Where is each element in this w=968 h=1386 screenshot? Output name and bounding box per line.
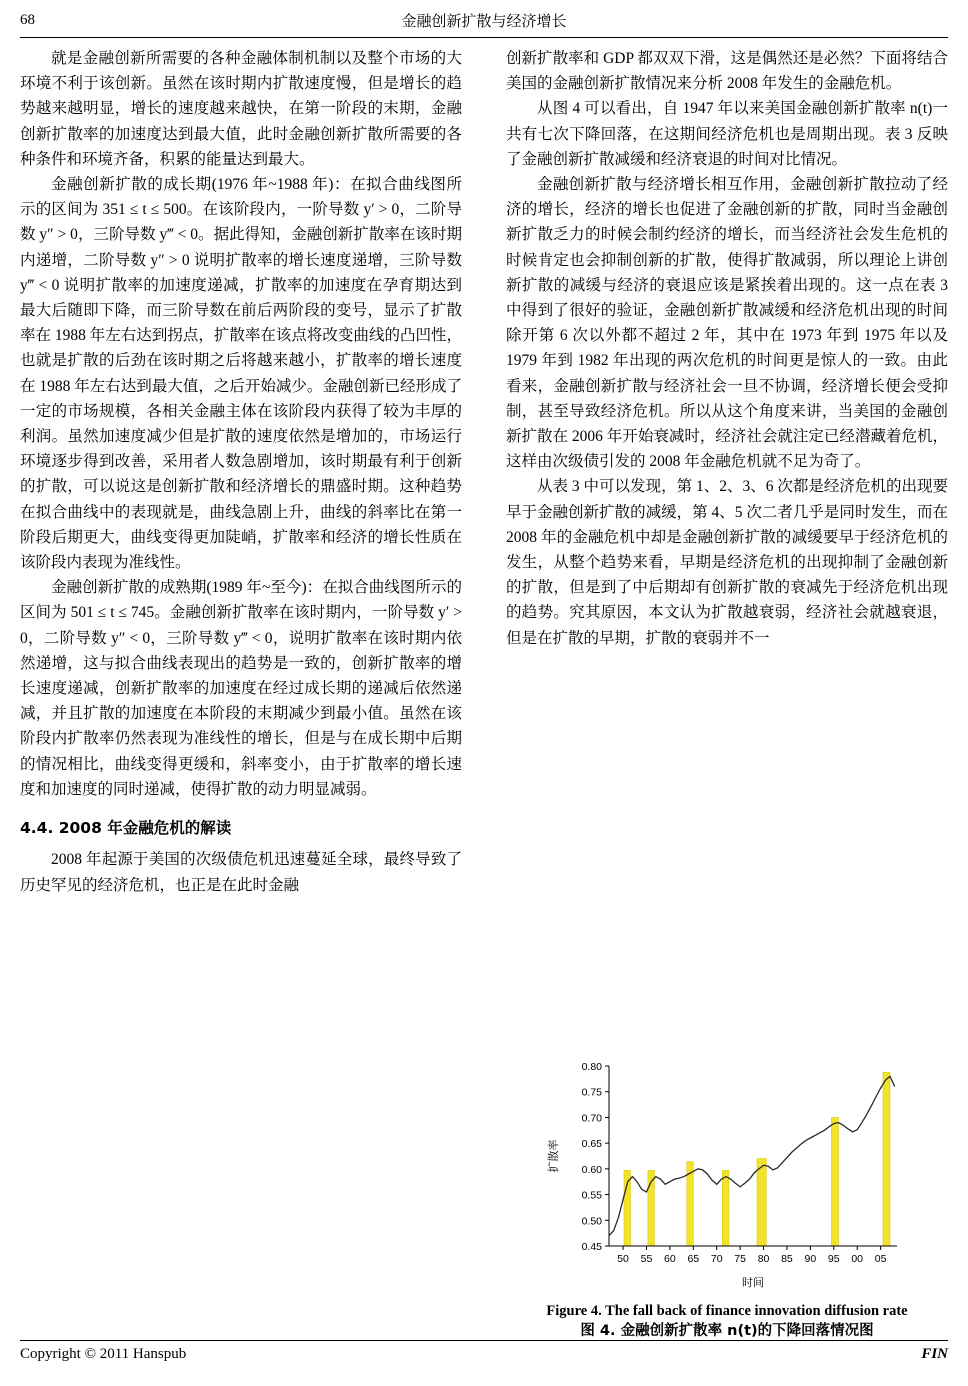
y-tick-label: 0.50 [581, 1215, 602, 1228]
x-tick-label: 85 [781, 1253, 793, 1265]
footer-divider [20, 1340, 948, 1341]
page-footer [20, 1346, 948, 1370]
figure-4 [506, 1052, 948, 1341]
paragraph: 从图 4 可以看出，自 1947 年以来美国金融创新扩散率 n(t)一共有七次下降回落，在这期间经济危机也是周期出现。表 3 反映了金融创新扩散减缓和经济衰退的时间对比情况。 [506, 100, 948, 168]
page-header [20, 10, 948, 36]
paragraph: 就是金融创新所需要的各种金融体制机制以及整个市场的大环境不利于该创新。虽然在该时期内扩散速度慢，但是增长的趋势越来越明显，增长的速度越来越快，在第一阶段的末期，金融创新扩散率的加速度达到最大值，此时金融创新扩散所需要的各种条件和环境齐备，积累的能量达到最大。 [20, 50, 462, 168]
right-column [506, 46, 948, 651]
journal-abbrev: FIN [921, 1346, 948, 1362]
copyright-text: Copyright © 2011 Hanspub [20, 1346, 187, 1362]
figure-caption-chinese: 图 4. 金融创新扩散率 n(t)的下降回落情况图 [580, 1323, 874, 1339]
x-tick-label: 05 [874, 1253, 887, 1265]
figure-caption-english: Figure 4. The fall back of finance innovation diffusion rate [546, 1303, 908, 1319]
y-tick-label: 0.55 [581, 1189, 602, 1202]
highlight-bar [831, 1117, 838, 1246]
x-tick-label: 00 [851, 1253, 864, 1265]
header-divider [20, 37, 948, 38]
x-tick-label: 80 [757, 1253, 770, 1265]
y-tick-label: 0.65 [581, 1138, 602, 1151]
y-tick-label: 0.70 [581, 1112, 602, 1125]
paragraph: 创新扩散率和 GDP 都双双下滑，这是偶然还是必然？下面将结合美国的金融创新扩散情况来分析 2008 年发生的金融危机。 [506, 50, 948, 93]
y-tick-label: 0.45 [581, 1241, 602, 1253]
page-number: 68 [20, 12, 35, 28]
section-heading: 4.4. 2008 年金融危机的解读 [20, 819, 232, 838]
diffusion-rate-line-chart [543, 1052, 911, 1292]
y-tick-label: 0.80 [581, 1061, 602, 1073]
x-tick-label: 65 [687, 1253, 700, 1265]
paragraph: 金融创新扩散的成熟期(1989 年~至今)：在拟合曲线图所示的区间为 501 ≤ t ≤ 745。金融创新扩散率在该时期内，一阶导数 y′ > 0，二阶导数 y″ < 0，三阶导数 y‴ < 0，说明扩散率在该时期内依然递增，这与拟合曲线表现出的趋势是一致的，创新扩散率的增长速度递减，创新扩散率的加速度在经过成长期的递减后依然递减，并且扩散的加速度在本阶段的末期减少到最小值。虽然在该阶段内扩散率仍然表现为准线性的增长，但是与在成长期中后期的情况相比，曲线变得更缓和，斜率变小，由于扩散率的增长速度和加速度的同时递减，使得扩散的动力明显减弱。 [20, 579, 462, 798]
x-axis-title: 时间 [742, 1276, 764, 1289]
highlight-bar [722, 1170, 729, 1246]
paragraph: 2008 年起源于美国的次级债危机迅速蔓延全球，最终导致了历史罕见的经济危机，也正是在此时金融 [20, 851, 462, 894]
x-tick-label: 70 [710, 1253, 723, 1265]
running-title: 金融创新扩散与经济增长 [401, 12, 567, 30]
x-tick-label: 60 [664, 1253, 676, 1265]
highlight-bar [883, 1072, 890, 1246]
y-tick-label: 0.75 [581, 1086, 602, 1099]
x-tick-label: 55 [640, 1253, 653, 1265]
chart-container [543, 1052, 911, 1292]
x-tick-label: 90 [804, 1253, 817, 1265]
y-tick-label: 0.60 [581, 1163, 602, 1176]
x-tick-label: 50 [617, 1253, 629, 1265]
left-column [20, 46, 462, 898]
x-tick-label: 95 [827, 1253, 840, 1265]
paragraph: 金融创新扩散与经济增长相互作用，金融创新扩散拉动了经济的增长，经济的增长也促进了金融创新的扩散，同时当金融创新扩散乏力的时候会制约经济的增长，而当经济社会发生危机的时候肯定也会抑制创新的扩散，使得扩散减弱，所以理论上讲创新扩散的减缓与经济的衰退应该是紧挨着出现的。这一点在表 3 中得到了很好的验证，金融创新扩散减缓和经济危机出现的时间除开第 6 次以外都不超过 2 年，其中在 1973 年到 1975 年以及 1979 年到 1982 年出现的两次危机的时间更是惊人的一致。由此看来，金融创新扩散与经济社会一旦不协调，经济增长便会受抑制，甚至导致经济危机。所以从这个角度来讲，当美国的金融创新扩散在 2006 年开始衰减时，经济社会就注定已经潜藏着危机，这样由次级债引发的 2008 年金融危机就不足为奇了。 [506, 176, 948, 471]
paragraph: 从表 3 中可以发现，第 1、2、3、6 次都是经济危机的出现要早于金融创新扩散的减缓，第 4、5 次二者几乎是同时发生，而在 2008 年的金融危机中却是金融创新扩散的减缓要早于经济危机的发生，从整个趋势来看，早期是经济危机的出现抑制了金融创新的扩散，但是到了中后期却有创新扩散的衰减先于经济危机出现的趋势。究其原因，本文认为扩散越衰弱，经济社会就越衰退，但是在扩散的早期，扩散的衰弱并不一 [506, 478, 948, 647]
highlight-bar [757, 1159, 766, 1246]
y-axis-title: 扩散率 [547, 1139, 560, 1173]
paragraph: 金融创新扩散的成长期(1976 年~1988 年)：在拟合曲线图所示的区间为 351 ≤ t ≤ 500。在该阶段内，一阶导数 y′ > 0，二阶导数 y″ > 0，三阶导数 y‴ < 0。据此得知，金融创新扩散率在该时期内递增，二阶导数 y″ > 0 说明扩散率的增长速度递增，三阶导数 y‴ < 0 说明扩散率的加速度递减，扩散率的加速度在孕育期达到最大后随即下降，而三阶导数在前后两阶段的变号，显示了扩散率在 1988 年左右达到拐点，扩散率在该点将改变曲线的凸凹性，也就是扩散的后劲在该时期之后将越来越小，扩散率的增长速度在 1988 年左右达到最大值，之后开始减少。金融创新已经形成了一定的市场规模，各相关金融主体在该阶段内获得了较为丰厚的利润。虽然加速度减少但是扩散的速度依然是增加的，市场运行环境逐步得到改善，采用者人数急剧增加，该时期最有利于创新的扩散，可以说这是创新扩散和经济增长的鼎盛时期。这种趋势在拟合曲线中的表现就是，曲线急剧上升，曲线的斜率比在第一阶段后期更大，曲线变得更加陡峭，扩散率和经济的增长性质在该阶段内表现为准线性。 [20, 176, 462, 572]
x-tick-label: 75 [734, 1253, 746, 1265]
